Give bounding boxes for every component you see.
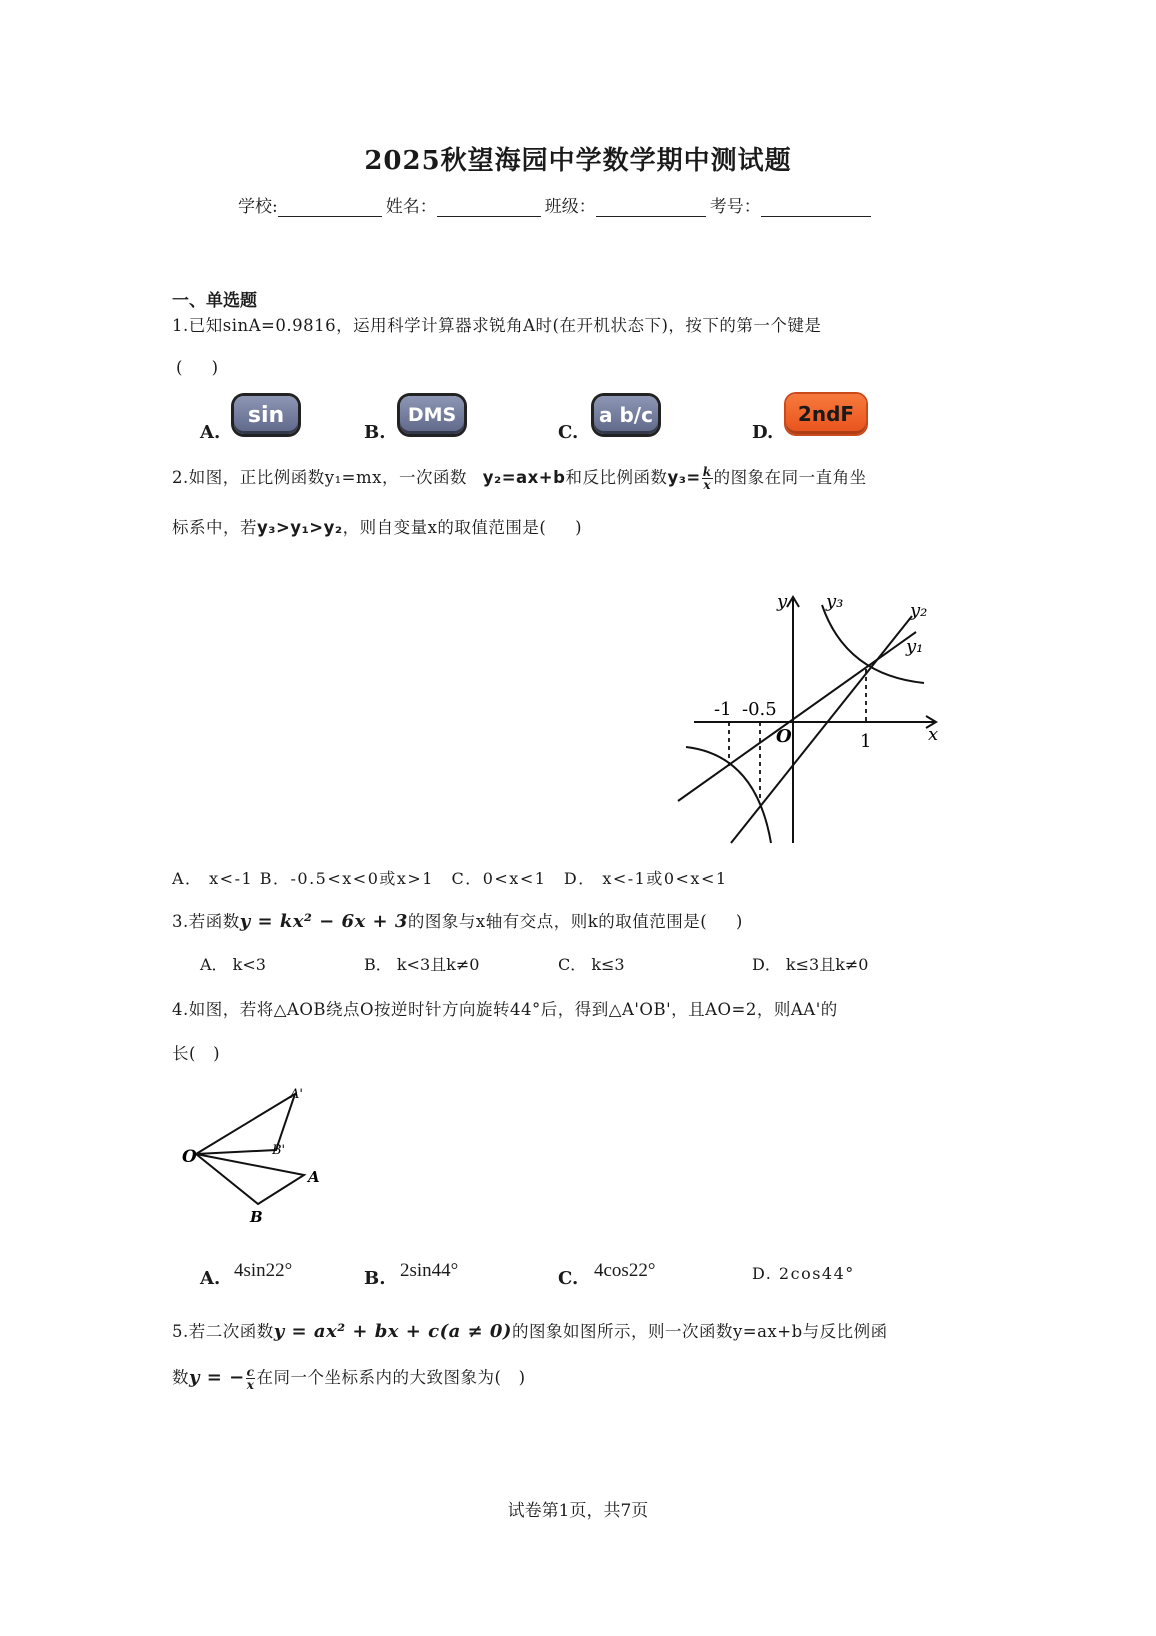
q2-line1 xyxy=(172,464,867,491)
number-label: 考号： xyxy=(709,197,761,217)
q2-text-c: 的图象在同一直角坐 xyxy=(713,468,867,487)
class-label: 班级： xyxy=(544,197,596,217)
school-label: 学校: xyxy=(238,197,278,217)
q3-function: y = kx² − 6x + 3 xyxy=(239,911,408,932)
q2-k-over-x xyxy=(702,466,713,491)
fraction-key-label: a b/c xyxy=(599,403,653,427)
q4-option-b-value: 2sin44° xyxy=(400,1260,459,1281)
q1-option-b-letter: B. xyxy=(364,422,386,443)
q5-frac-num: c xyxy=(246,1365,255,1379)
2ndf-key-icon[interactable] xyxy=(786,394,866,434)
school-field[interactable] xyxy=(278,198,382,217)
q5-frac-den: x xyxy=(246,1378,255,1392)
q4-line2: 长( ) xyxy=(172,1044,221,1063)
q2-text-d: 标系中，若 xyxy=(172,518,257,537)
point-b1-label: B' xyxy=(272,1143,286,1158)
q2-y2-formula: y₂=ax+b xyxy=(482,468,566,487)
q5-text-c: 数 xyxy=(172,1368,189,1387)
q1-answer-paren: ( ) xyxy=(176,358,219,377)
point-o-label: O xyxy=(182,1147,197,1167)
dms-key-label: DMS xyxy=(407,404,457,426)
q2-text-b: 和反比例函数 xyxy=(565,468,668,487)
tick-neg05: -0.5 xyxy=(742,699,777,720)
q3-option-d: D． k≤3且k≠0 xyxy=(752,955,869,974)
2ndf-key-label: 2ndF xyxy=(797,402,855,426)
q1-option-c-letter: C. xyxy=(558,422,579,443)
name-field[interactable] xyxy=(437,198,541,217)
q4-option-b-letter: B. xyxy=(364,1268,386,1289)
q5-line1 xyxy=(172,1318,888,1342)
point-b-label: B xyxy=(250,1208,263,1226)
q4-option-a-value: 4sin22° xyxy=(234,1260,293,1281)
tick-1: 1 xyxy=(860,731,872,752)
y3-curve-left xyxy=(686,747,771,843)
q4-rotation-figure xyxy=(182,1082,332,1232)
q2-condition: y₃>y₁>y₂ xyxy=(257,518,343,537)
label-y2: y₂ xyxy=(910,600,928,621)
q5-text-d: 在同一个坐标系内的大致图象为( ) xyxy=(256,1368,526,1387)
q3-text-a: 3.若函数 xyxy=(172,912,240,931)
dms-key-icon[interactable] xyxy=(400,396,464,434)
point-a1-label: A' xyxy=(290,1087,303,1102)
q2-line2 xyxy=(172,514,582,538)
q4-option-d: D. 2cos44° xyxy=(752,1264,855,1283)
number-field[interactable] xyxy=(761,198,871,217)
q2-options: A． x<-1 B．-0.5<x<0或x>1 C．0<x<1 D． x<-1或0<x<1 xyxy=(172,869,728,888)
y-axis-label: y xyxy=(777,591,788,612)
page-title: 2025秋望海园中学数学期中测试题 xyxy=(364,146,792,176)
q2-text-e: ，则自变量x的取值范围是( ) xyxy=(342,518,583,537)
x-axis-label: x xyxy=(928,724,939,745)
q3-text xyxy=(172,908,743,932)
q2-frac-num: k xyxy=(702,465,712,479)
q3-text-b: 的图象与x轴有交点，则k的取值范围是( ) xyxy=(407,912,743,931)
q3-option-a: A． k<3 xyxy=(200,955,266,974)
fraction-key-icon[interactable] xyxy=(594,396,658,434)
label-y1: y₁ xyxy=(906,636,924,657)
q2-frac-den: x xyxy=(703,478,711,492)
q5-c-over-x xyxy=(246,1366,256,1391)
q5-line2 xyxy=(172,1364,526,1391)
q4-option-a-letter: A. xyxy=(200,1268,221,1289)
q1-text: 1.已知sinA=0.9816，运用科学计算器求锐角A时(在开机状态下)，按下的第一个键是 xyxy=(172,316,822,335)
sin-key-label: sin xyxy=(247,402,285,428)
q3-option-b: B． k<3且k≠0 xyxy=(364,955,480,974)
origin-label: O xyxy=(776,726,792,747)
y2-line xyxy=(731,616,912,843)
q1-option-a-letter: A. xyxy=(200,422,221,443)
q5-text-a: 5.若二次函数 xyxy=(172,1322,274,1341)
q4-option-c-value: 4cos22° xyxy=(594,1260,656,1281)
triangle-aob xyxy=(196,1154,304,1204)
q2-function-graph xyxy=(676,585,946,850)
q2-text-a: 2.如图，正比例函数y₁=mx，一次函数 xyxy=(172,468,467,487)
name-label: 姓名： xyxy=(385,197,437,217)
label-y3: y₃ xyxy=(826,591,844,612)
q3-option-c: C． k≤3 xyxy=(558,955,625,974)
point-a-label: A xyxy=(308,1168,320,1186)
section-heading: 一、单选题 xyxy=(172,291,257,311)
tick-neg1: -1 xyxy=(714,699,732,720)
class-field[interactable] xyxy=(596,198,706,217)
q2-y3-formula: y₃= xyxy=(667,468,701,487)
q5-quadratic: y = ax² + bx + c(a ≠ 0) xyxy=(273,1321,512,1342)
q5-reciprocal-prefix: y = − xyxy=(189,1367,245,1388)
q4-option-c-letter: C. xyxy=(558,1268,579,1289)
q4-line1: 4.如图，若将△AOB绕点O按逆时针方向旋转44°后，得到△A'OB'，且AO=2，则AA'的 xyxy=(172,1000,838,1019)
q5-text-b: 的图象如图所示，则一次函数y=ax+b与反比例函 xyxy=(511,1322,888,1341)
page-footer: 试卷第1页，共7页 xyxy=(507,1501,649,1521)
student-info-row xyxy=(238,192,875,217)
sin-key-icon[interactable] xyxy=(234,396,298,434)
q1-option-d-letter: D. xyxy=(752,422,774,443)
